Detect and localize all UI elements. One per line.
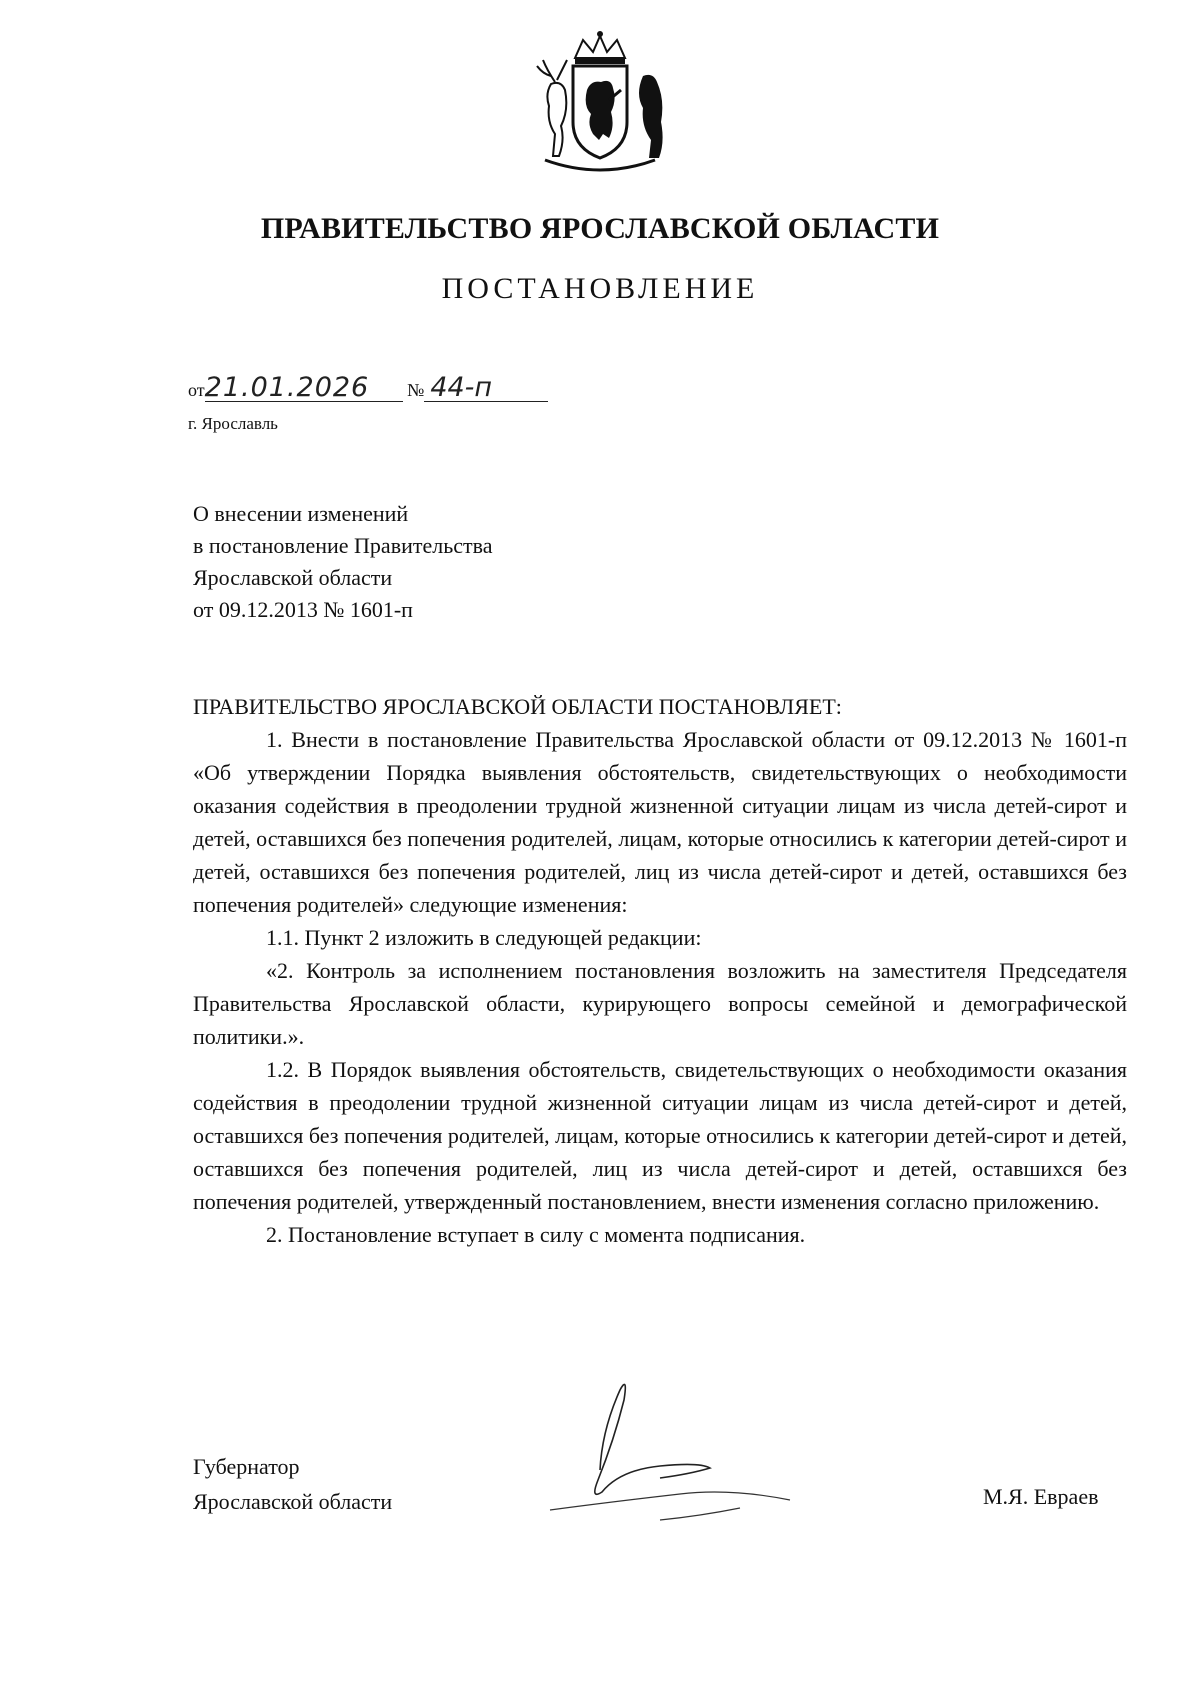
dateline (188, 374, 548, 402)
document-number: 44-п (424, 374, 548, 402)
body-paragraph: «2. Контроль за исполнением постановления возложить на заместителя Председателя Правительства Ярославской области, курирующего вопросы семейной и демографической политики.». (193, 958, 1127, 1049)
city: г. Ярославль (188, 414, 278, 433)
body-paragraph: 1.1. Пункт 2 изложить в следующей редакции: (266, 925, 702, 950)
number-label: № (407, 380, 425, 400)
position-line: Губернатор (193, 1454, 300, 1479)
subject-line: в постановление Правительства (193, 533, 493, 558)
document-type: ПОСТАНОВЛЕНИЕ (441, 272, 759, 305)
coat-of-arms-icon (525, 30, 675, 180)
subject-line: О внесении изменений (193, 501, 409, 526)
subject-line: Ярославской области (193, 565, 393, 590)
government-title: ПРАВИТЕЛЬСТВО ЯРОСЛАВСКОЙ ОБЛАСТИ (260, 212, 940, 245)
position-line: Ярославской области (193, 1489, 393, 1514)
signatory-position (193, 1449, 392, 1519)
document-date: 21.01.2026 (205, 374, 403, 402)
date-from-label: от (188, 380, 205, 400)
body-paragraph: 2. Постановление вступает в силу с момента подписания. (266, 1222, 806, 1247)
signatory-name: М.Я. Евраев (983, 1484, 1099, 1509)
document-body (193, 690, 1127, 1251)
handwritten-signature (540, 1370, 800, 1550)
resolution-heading: ПРАВИТЕЛЬСТВО ЯРОСЛАВСКОЙ ОБЛАСТИ ПОСТАНОВЛЯЕТ: (193, 694, 842, 719)
body-paragraph: 1. Внести в постановление Правительства Ярославской области от 09.12.2013 № 1601-п «Об утверждении Порядка выявления обстоятельств, свидетельствующих о необходимости оказания содействия в преодолении трудной жизненной ситуации лицам из числа детей-сирот и детей, оставшихся без попечения родителей, лицам, которые относились к категории детей-сирот и детей, оставшихся без попечения родителей, лиц из числа детей-сирот и детей, оставшихся без попечения родителей» следующие изменения: (193, 727, 1127, 917)
document-subject (193, 498, 493, 626)
subject-line: от 09.12.2013 № 1601-п (193, 597, 413, 622)
body-paragraph: 1.2. В Порядок выявления обстоятельств, свидетельствующих о необходимости оказания содействия в преодолении трудной жизненной ситуации лицам из числа детей-сирот и детей, оставшихся без попечения родителей, лицам, которые относились к категории детей-сирот и детей, оставшихся без попечения родителей, лиц из числа детей-сирот и детей, оставшихся без попечения родителей, утвержденный постановлением, внести изменения согласно приложению. (193, 1057, 1127, 1214)
